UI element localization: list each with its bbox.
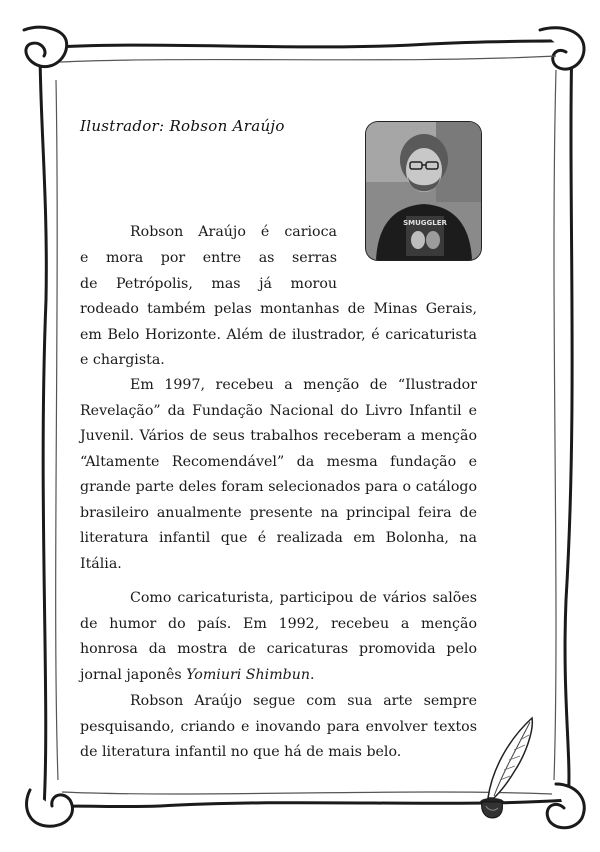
paragraph-4: Robson Araújo segue com sua arte sempre pesquisando, criando e inovando para envolver textos de literatura infantil no que há de mais belo. (80, 693, 477, 760)
shirt-print-text: SMUGGLER (403, 219, 447, 227)
paragraph-2: Em 1997, recebeu a menção de “Ilustrador Revelação” da Fundação Nacional do Livro Infantil e Juvenil. Vários de seus trabalhos receberam a menção “Altamente Recomendável” da mesma fundação e grande parte deles foram selecionados para o catálogo brasileiro anualmente presente na principal feira de literatura infantil que é realizada em Bolonha, na Itália. (80, 377, 477, 572)
paragraph-1-body: rodeado também pelas montanhas de Minas Gerais, em Belo Horizonte. Além de ilustrador, é caricaturista e chargista. (80, 301, 477, 368)
paragraph-1-line-2: e mora por entre as serras (80, 250, 337, 266)
page-heading: Ilustrador: Robson Araújo (80, 117, 285, 135)
author-photo (366, 122, 481, 260)
quill-inkwell-icon (474, 710, 544, 820)
paragraph-3 (80, 586, 477, 688)
paragraph-3-text: Como caricaturista, participou de vários salões de humor do país. Em 1992, recebeu a menção honrosa da mostra de caricaturas promovida pelo jornal japonês (80, 590, 477, 683)
paragraph-1-line-3: de Petrópolis, mas já morou (80, 276, 337, 292)
paragraph-3-end: . (310, 666, 315, 683)
paragraph-1-line-1: Robson Araújo é carioca (130, 224, 337, 240)
newspaper-name: Yomiuri Shimbun (186, 666, 311, 683)
